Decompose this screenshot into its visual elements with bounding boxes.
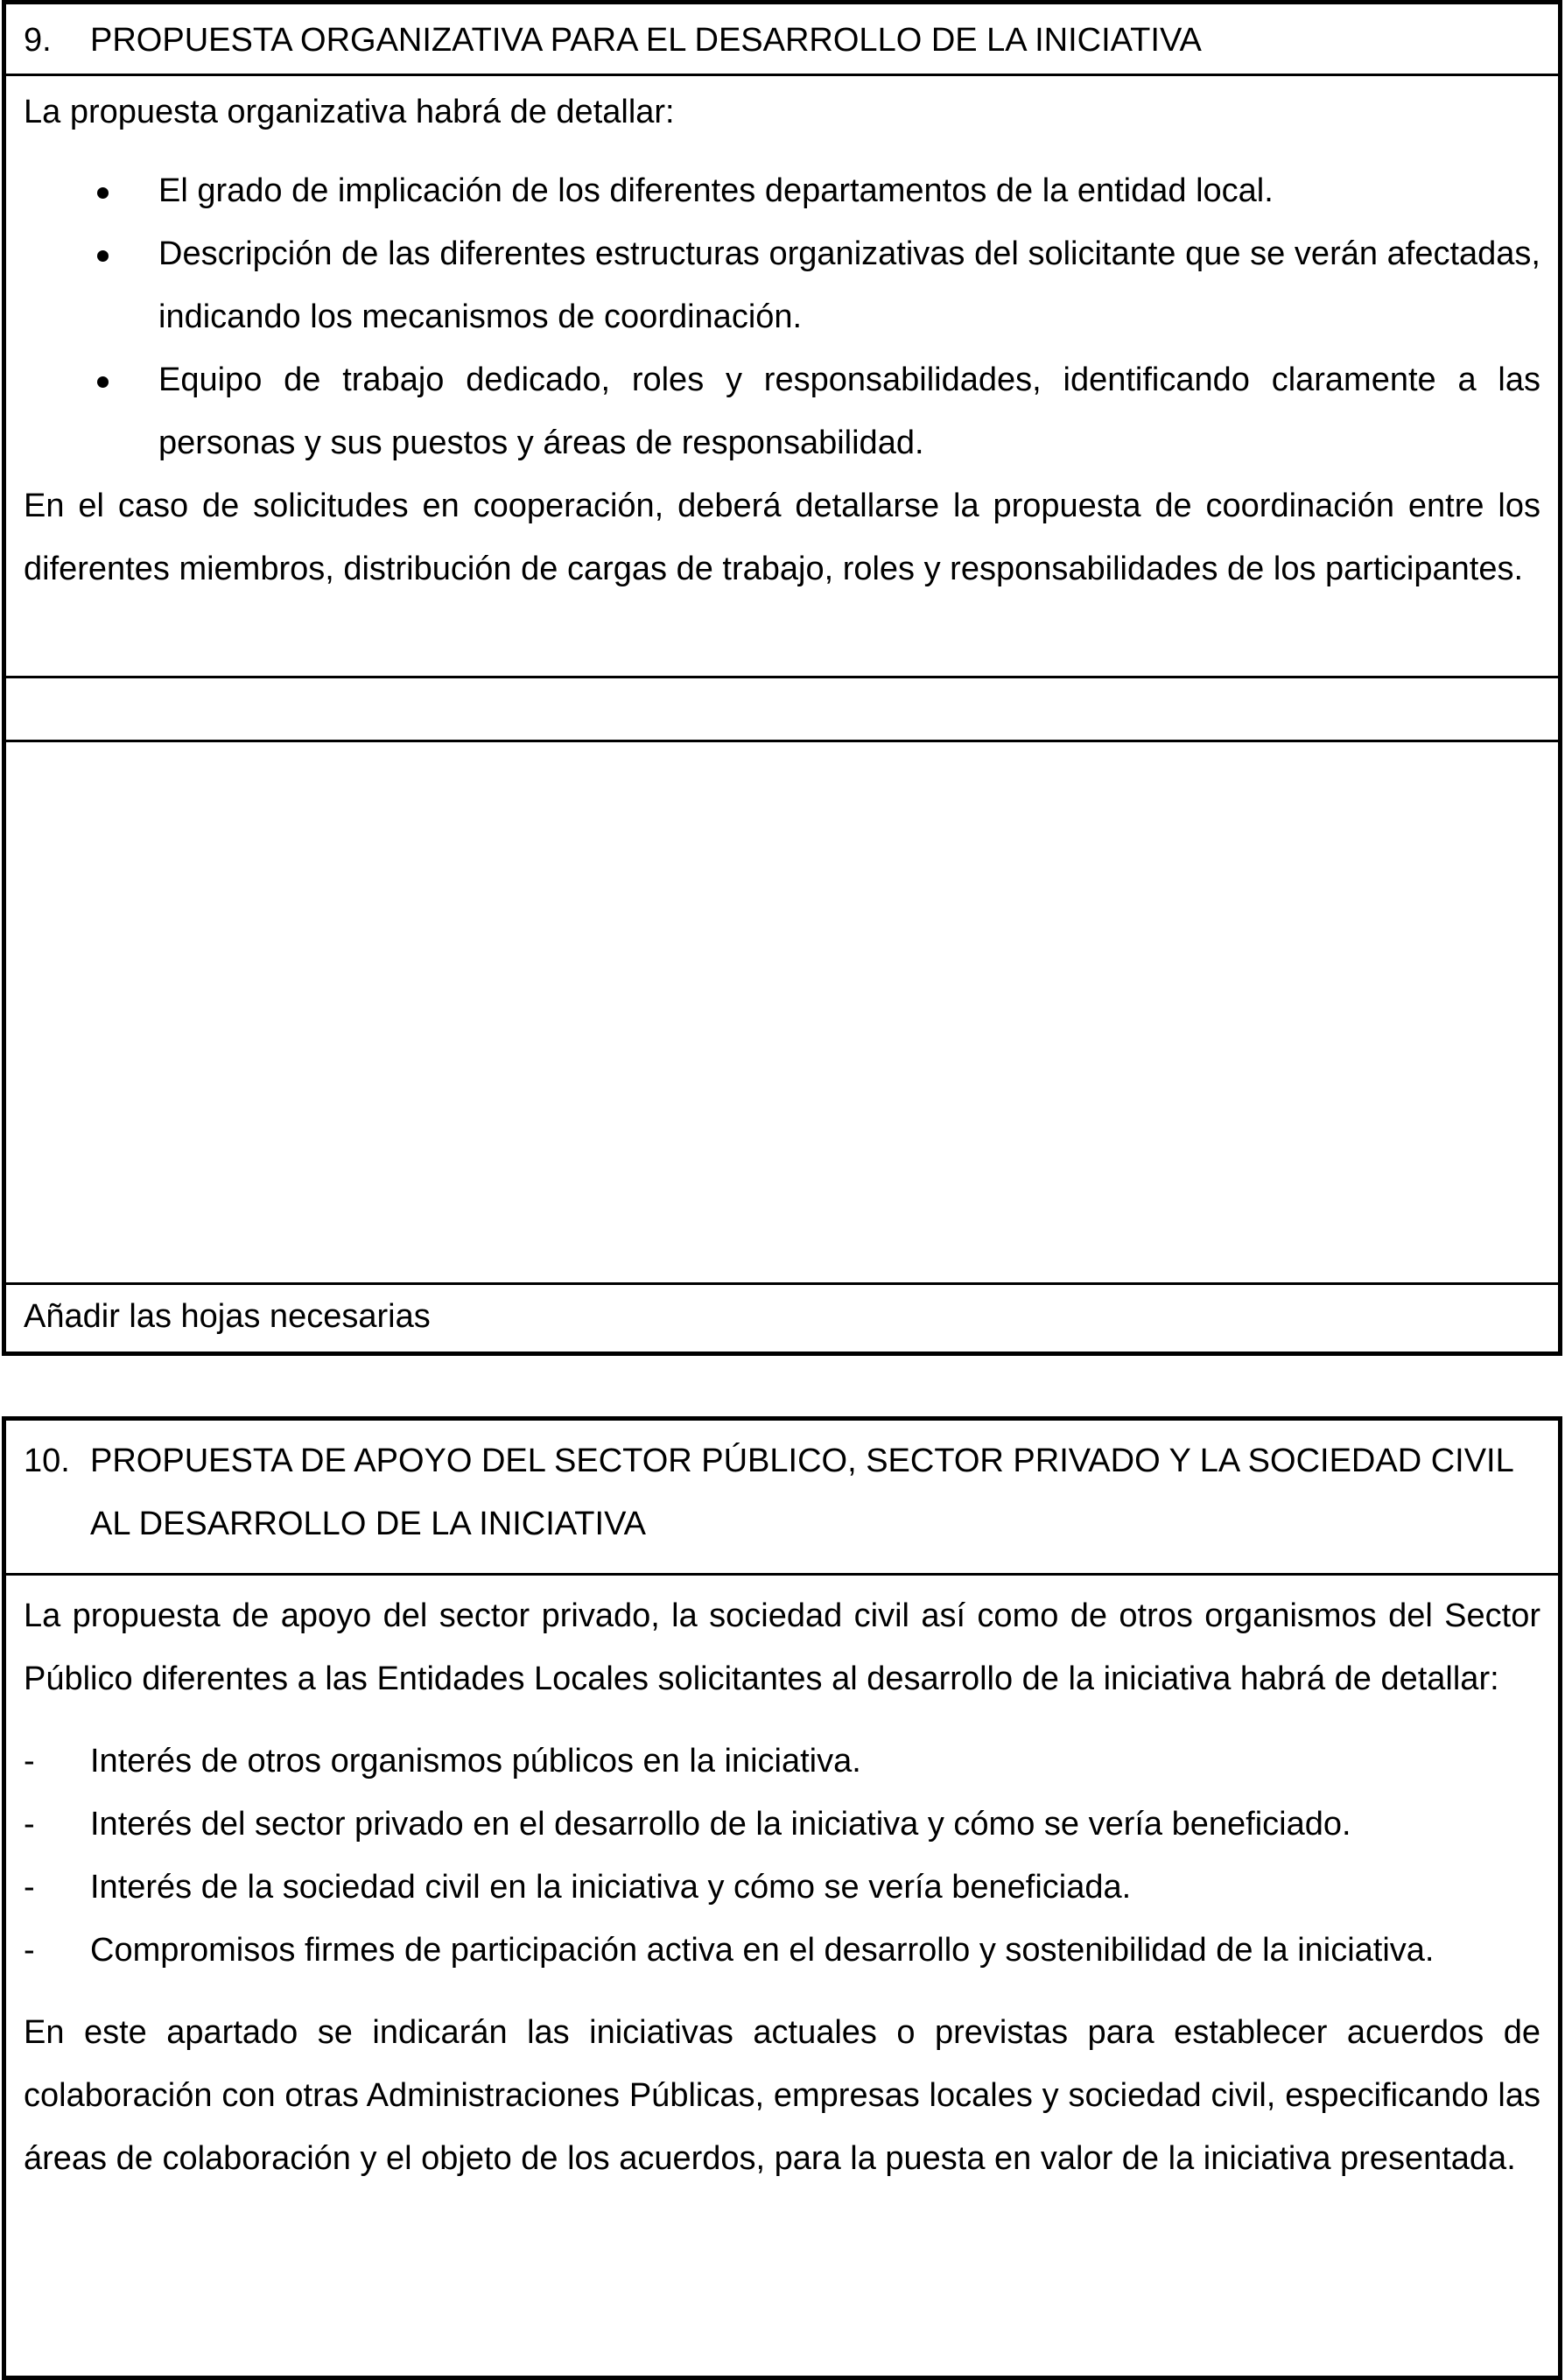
section-9-number: 9. [24, 22, 52, 59]
section-10-number: 10. [24, 1443, 70, 1479]
section-10-box [2, 1416, 1562, 2380]
section-9-blank-row[interactable] [6, 678, 1558, 742]
section-9-bullet-list [24, 159, 1540, 474]
item-text: Interés de la sociedad civil en la iniciativa y cómo se vería beneficiada. [90, 1869, 1132, 1906]
section-10-header [6, 1421, 1558, 1576]
list-item [24, 1919, 1540, 1982]
section-9-answer-area[interactable] [6, 742, 1558, 1285]
bullet-icon [97, 187, 109, 199]
item-text: Compromisos firmes de participación activa en el desarrollo y sostenibilidad de la iniciativa. [90, 1932, 1435, 1969]
section-9-instructions [6, 76, 1558, 678]
section-9-footer [6, 1285, 1558, 1351]
section-9-closing: En el caso de solicitudes en cooperación, deberá detallarse la propuesta de coordinación entre los diferentes miembros, distribución de cargas de trabajo, roles y responsabilidades de los participantes. [24, 488, 1540, 587]
bullet-icon [97, 250, 109, 262]
list-item [24, 1730, 1540, 1793]
dash-marker: - [24, 1932, 35, 1969]
dash-marker: - [24, 1806, 35, 1843]
section-9-title: PROPUESTA ORGANIZATIVA PARA EL DESARROLLO DE LA INICIATIVA [90, 22, 1202, 59]
section-10-closing: En este apartado se indicarán las iniciativas actuales o previstas para establecer acuerdos de colaboración con otras Administraciones Públicas, empresas locales y sociedad civil, especificando las áreas de colaboración y el objeto de los acuerdos, para la puesta en valor de la iniciativa presentada. [24, 2014, 1540, 2177]
list-item [24, 1856, 1540, 1919]
list-item [24, 159, 1540, 222]
bullet-text: Descripción de las diferentes estructuras organizativas del solicitante que se verán afectadas, indicando los mecanismos de coordinación. [158, 235, 1540, 335]
section-9-box [2, 0, 1562, 1356]
list-item [24, 348, 1540, 474]
section-10-dash-list [24, 1730, 1540, 1982]
item-text: Interés de otros organismos públicos en la iniciativa. [90, 1743, 861, 1780]
item-text: Interés del sector privado en el desarrollo de la iniciativa y cómo se vería beneficiado. [90, 1806, 1351, 1843]
section-10-intro: La propuesta de apoyo del sector privado, la sociedad civil así como de otros organismos del Sector Público diferentes a las Entidades Locales solicitantes al desarrollo de la iniciativa habrá de detallar: [24, 1597, 1540, 1697]
section-10-title: PROPUESTA DE APOYO DEL SECTOR PÚBLICO, SECTOR PRIVADO Y LA SOCIEDAD CIVIL AL DESARROLLO DE LA INICIATIVA [90, 1443, 1513, 1542]
section-9-intro: La propuesta organizativa habrá de detallar: [24, 94, 675, 130]
bullet-text: El grado de implicación de los diferentes departamentos de la entidad local. [158, 172, 1274, 209]
dash-marker: - [24, 1743, 35, 1780]
dash-marker: - [24, 1869, 35, 1906]
list-item [24, 222, 1540, 348]
list-item [24, 1793, 1540, 1856]
footer-note: Añadir las hojas necesarias [24, 1298, 431, 1335]
section-9-header [6, 4, 1558, 76]
bullet-icon [97, 376, 109, 388]
section-10-instructions [6, 1576, 1558, 2190]
bullet-text: Equipo de trabajo dedicado, roles y responsabilidades, identificando claramente a las personas y sus puestos y áreas de responsabilidad. [158, 362, 1540, 461]
